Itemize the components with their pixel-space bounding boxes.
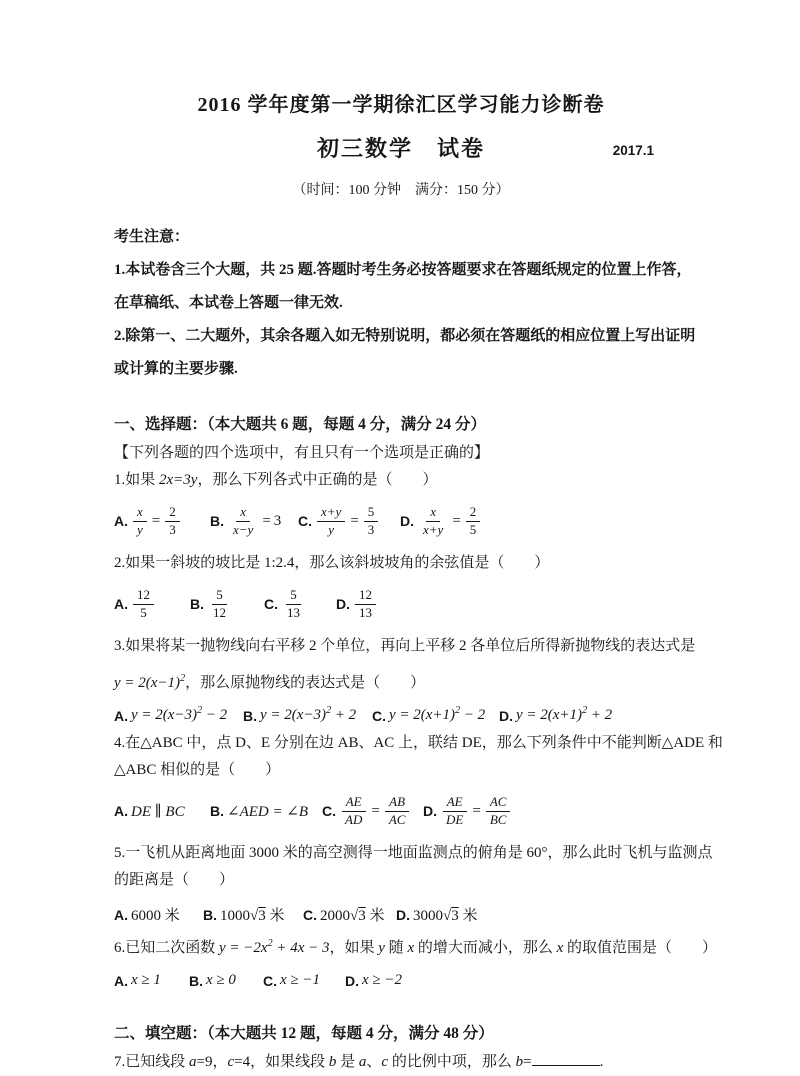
option-c [298,504,400,539]
exam-meta: （时间：100 分钟 满分：150 分） [292,183,510,198]
radical-sign: √ [350,908,359,924]
variable: a [358,1054,367,1070]
exam-date: 2017.1 [612,143,654,158]
fraction-denominator: AC [388,811,406,827]
option-label: C. [322,803,336,819]
subtitle-row [114,134,688,167]
fraction [133,587,154,622]
fraction-numerator: 12 [133,587,154,605]
fraction-denominator: AD [345,811,363,827]
fraction [442,794,467,829]
option-math: x ≥ 0 [206,972,236,988]
option-label: C. [372,707,386,724]
question-4-line1: 4.在△ABC 中，点 D、E 分别在边 AB、AC 上，联结 DE，那么下列条件中不能判断△ADE 和 [114,735,723,751]
option-c [263,972,345,989]
fraction [165,504,180,539]
option-c [264,587,336,622]
q3-text-post: ，那么原抛物线的表达式是（ ） [185,675,426,691]
math-base: y = 2(x+1) [389,707,456,723]
option-label: B. [190,596,204,612]
q7-text: 7.已知线段 [114,1054,190,1070]
variable: c [227,1054,235,1070]
fraction [419,504,447,539]
fraction-denominator: 5 [140,604,147,620]
notice-heading: 考生注意： [114,229,190,245]
option-label: B. [203,906,217,923]
variable: c [381,1054,389,1070]
fraction [385,794,410,829]
math-exponent: 2 [582,705,588,716]
option-a [114,972,189,989]
fraction [355,587,376,622]
variable: a [189,1054,197,1070]
math-base: y = −2x [219,940,268,956]
option-math: ∠AED = ∠B [227,803,309,820]
option-value [320,904,385,925]
fraction-numerator: 5 [212,587,227,605]
fraction-denominator: 5 [469,521,477,537]
q7-text: =4，如果线段 [234,1054,329,1070]
q3-math: y = 2(x−1) [114,675,181,691]
q7-text: 、 [366,1054,382,1070]
variable: x [556,940,564,956]
fraction-denominator: 13 [287,604,300,620]
option-math: x ≥ −1 [280,972,321,988]
math-exponent: 2 [267,938,273,949]
radical-sign: √ [443,908,452,924]
fraction-denominator: 13 [359,604,372,620]
fraction [466,504,481,539]
fraction [486,794,511,829]
option-value [220,904,285,925]
option-label: C. [263,972,277,989]
option-c [372,707,499,724]
fraction-numerator: AE [342,794,366,812]
option-value: 6000 米 [131,908,180,924]
equals-sign: = [371,802,380,819]
fraction-denominator: DE [446,811,464,827]
option-a [114,707,243,724]
fraction-numerator: 5 [364,504,379,522]
fraction [364,504,379,539]
math-tail: + 4x − 3 [272,940,330,956]
q1-text-post: ，那么下列各式中正确的是（ ） [197,472,438,488]
coefficient: 1000 [220,908,250,924]
math-exponent: 2 [326,705,332,716]
option-label: A. [114,596,128,612]
q6-math [219,940,329,956]
option-math [389,707,485,724]
equals-sign: = [262,512,271,529]
option-math: x ≥ 1 [131,972,161,988]
math-tail: + 2 [331,707,357,723]
fraction [229,504,257,539]
equals-sign: = [472,802,481,819]
option-label: B. [210,513,224,529]
option-d [396,904,496,925]
option-label: C. [298,513,312,529]
question-5-options [114,904,688,925]
q7-text: 是 [336,1054,359,1070]
equals-sign: = [151,512,161,529]
fraction-numerator: AB [385,794,409,812]
q7-text: 的比例中项，那么 [388,1054,516,1070]
fraction [341,794,366,829]
equals-sign: = [350,512,359,529]
option-c [322,794,423,829]
question-3-options [114,707,688,724]
fraction-numerator: 12 [355,587,376,605]
unit: 米 [265,908,285,924]
notice-line: 2.除第一、二大题外，其余各题入如无特别说明，都必须在答题纸的相应位置上写出证明 [114,328,696,344]
exam-subtitle: 初三数学 试卷 [316,136,485,161]
question-5-line1: 5.一飞机从距离地面 3000 米的高空测得一地面监测点的俯角是 60°，那么此时飞机与监测点 [114,845,713,861]
option-label: A. [114,707,128,724]
option-label: B. [189,972,203,989]
question-6-options [114,972,688,989]
q3-exponent: 2 [180,673,186,684]
question-5-line2: 的距离是（ ） [114,872,235,888]
math-tail: − 2 [202,707,228,723]
fraction-denominator: x−y [233,521,254,537]
radicand: 3 [451,908,459,924]
fraction [133,504,147,539]
option-label: A. [114,513,128,529]
notice-line: 或计算的主要步骤. [114,361,238,377]
math-tail: + 2 [587,707,613,723]
question-7-text [114,1049,688,1076]
fraction-denominator: 3 [367,521,375,537]
option-label: D. [400,513,414,529]
math-exponent: 2 [197,705,203,716]
radical-sign: √ [250,908,259,924]
option-d [400,504,500,539]
page-title: 2016 学年度第一学期徐汇区学习能力诊断卷 [197,94,605,116]
option-label: D. [336,596,350,612]
equals-sign: = [452,512,461,529]
math-exponent: 2 [455,705,461,716]
radicand: 3 [358,908,366,924]
q6-text: 6.已知二次函数 [114,940,220,956]
option-label: C. [303,906,317,923]
question-1-options [114,498,688,544]
question-6-text [114,935,718,962]
option-label: D. [499,707,513,724]
option-b [210,802,322,821]
option-b [203,904,303,925]
fraction [209,587,230,622]
variable: y [378,940,385,956]
option-d [336,587,436,622]
option-label: D. [396,906,410,923]
q6-text: 随 [384,940,408,956]
fraction-numerator: x [236,504,250,522]
notice-block [114,221,696,386]
option-b [210,504,298,539]
coefficient: 2000 [320,908,350,924]
option-label: B. [210,803,224,819]
option-d [499,707,612,724]
option-math [131,707,227,724]
math-tail: − 2 [460,707,486,723]
variable: b [328,1054,337,1070]
q7-text: = [523,1054,532,1070]
answer-blank [532,1051,600,1066]
option-d [345,972,445,989]
fraction-numerator: 5 [286,587,301,605]
option-label: A. [114,972,128,989]
fraction-numerator: x [133,504,147,522]
q6-text: 的增大而减小，那么 [414,940,557,956]
q1-math: 2x=3y [159,472,198,488]
radicand: 3 [258,908,266,924]
question-4-line2: △ABC 相似的是（ ） [114,762,281,778]
question-1-text [114,467,688,494]
question-3-line2 [114,670,688,697]
option-math: DE ∥ BC [131,803,185,820]
q6-text: 的取值范围是（ ） [563,940,718,956]
q6-text: ，如果 [329,940,379,956]
fraction-denominator: BC [489,811,507,827]
fraction-denominator: y [328,521,335,537]
math-base: y = 2(x+1) [516,707,583,723]
fraction-denominator: 12 [213,604,226,620]
notice-line: 1.本试卷含三个大题，共 25 题.答题时考生务必按答题要求在答题纸规定的位置上作答， [114,262,692,278]
option-math [260,707,356,724]
q1-text-pre: 1.如果 [114,472,160,488]
option-label: D. [423,803,437,819]
option-a [114,802,210,821]
question-4-options [114,788,688,834]
variable: x [407,940,415,956]
option-b [243,707,372,724]
option-label: A. [114,803,128,819]
option-math: x ≥ −2 [362,972,403,988]
fraction-numerator: 2 [466,504,481,522]
fraction [317,504,345,539]
option-d [423,794,523,829]
notice-line: 在草稿纸、本试卷上答题一律无效. [114,295,343,311]
variable: b [515,1054,524,1070]
math-base: y = 2(x−3) [260,707,327,723]
option-a [114,504,210,539]
question-3-line1: 3.如果将某一抛物线向右平移 2 个单位，再向上平移 2 各单位后所得新抛物线的表达式是 [114,638,696,654]
option-value: 3 [273,512,282,529]
option-math [516,707,612,724]
math-base: y = 2(x−3) [131,707,198,723]
fraction-denominator: y [137,521,143,537]
q7-text: =9， [196,1054,228,1070]
q7-text: . [599,1054,604,1070]
fraction-denominator: x+y [423,521,444,537]
option-label: C. [264,596,278,612]
section2-heading: 二、填空题：（本大题共 12 题，每题 4 分，满分 48 分） [114,1025,494,1042]
fraction [283,587,304,622]
unit: 米 [458,908,478,924]
question-2-text: 2.如果一斜坡的坡比是 1:2.4，那么该斜坡坡角的余弦值是（ ） [114,555,550,571]
option-value [413,904,478,925]
coefficient: 3000 [413,908,443,924]
option-label: A. [114,906,128,923]
section1-heading: 一、选择题：（本大题共 6 题，每题 4 分，满分 24 分） [114,416,487,433]
option-label: D. [345,972,359,989]
section1-note: 【下列各题的四个选项中，有且只有一个选项是正确的】 [114,445,490,461]
option-b [189,972,263,989]
fraction-numerator: x [426,504,440,522]
option-a [114,904,203,925]
fraction-numerator: 2 [165,504,180,522]
option-label: B. [243,707,257,724]
fraction-numerator: AE [443,794,467,812]
option-a [114,587,190,622]
fraction-denominator: 3 [169,521,176,537]
option-b [190,587,264,622]
question-2-options [114,581,688,627]
option-c [303,904,396,925]
fraction-numerator: x+y [317,504,345,522]
fraction-numerator: AC [486,794,511,812]
unit: 米 [365,908,385,924]
